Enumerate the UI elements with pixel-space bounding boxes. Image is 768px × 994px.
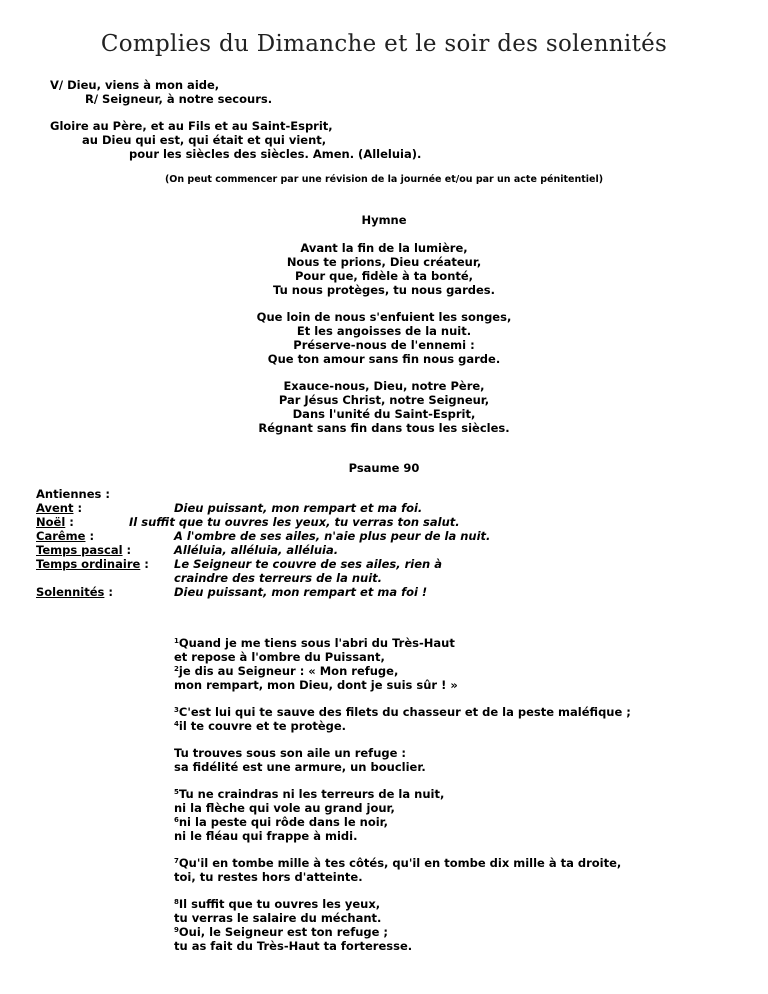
psalm-heading: Psaume 90 xyxy=(348,461,420,475)
antiphon-season-label: Temps ordinaire : xyxy=(36,557,149,571)
verse-number: 3 xyxy=(174,706,179,714)
hymn-heading: Hymne xyxy=(361,213,407,227)
page-title: Complies du Dimanche et le soir des solennités xyxy=(100,31,668,57)
verse-line: mon rempart, mon Dieu, dont je suis sûr ! » xyxy=(174,678,458,692)
verse-line: $^4$il te couvre et te protège. xyxy=(174,719,347,733)
hymn-line: Avant la fin de la lumière, xyxy=(300,241,468,255)
hymn-line: Nous te prions, Dieu créateur, xyxy=(286,255,482,269)
antiphon-season-label: Solennités : xyxy=(36,585,113,599)
hymn-line: Et les angoisses de la nuit. xyxy=(296,324,472,338)
verse-line: Tu trouves sous son aile un refuge : xyxy=(174,746,407,760)
hymn-line: Par Jésus Christ, notre Seigneur, xyxy=(278,393,490,407)
hymn-line: Que ton amour sans fin nous garde. xyxy=(267,352,501,366)
antiphon-season-label: Noël : xyxy=(36,515,74,529)
antiphons-label: Antiennes : xyxy=(36,487,110,501)
verse-number: 9 xyxy=(174,926,179,934)
verse-line: toi, tu restes hors d'atteinte. xyxy=(174,870,363,884)
hymn-line: Exauce-nous, Dieu, notre Père, xyxy=(283,379,485,393)
hymn-line: Pour que, fidèle à ta bonté, xyxy=(294,269,474,283)
verse-line: tu as fait du Très-Haut ta forteresse. xyxy=(174,939,413,953)
doxology-line: pour les siècles des siècles. Amen. (Alleluia). xyxy=(129,147,422,161)
verse-number: 4 xyxy=(174,720,179,728)
verse-line: ni la flèche qui vole au grand jour, xyxy=(174,801,395,815)
verse-line: $^2$je dis au Seigneur : « Mon refuge, xyxy=(174,664,399,678)
rubric-note: (On peut commencer par une révision de la journée et/ou par un acte pénitentiel) xyxy=(164,174,604,185)
verse-line: $^8$Il suffit que tu ouvres les yeux, xyxy=(174,897,381,911)
antiphon-text: craindre des terreurs de la nuit. xyxy=(174,571,383,585)
hymn-line: Régnant sans fin dans tous les siècles. xyxy=(258,421,510,435)
verse-line: $^7$Qu'il en tombe mille à tes côtés, qu'il en tombe dix mille à ta droite, xyxy=(174,856,622,870)
verse-number: 5 xyxy=(174,788,179,796)
doxology-line: au Dieu qui est, qui était et qui vient, xyxy=(82,133,327,147)
verse-number: 1 xyxy=(174,637,179,645)
verse-number: 6 xyxy=(174,816,179,824)
hymn-line: Préserve-nous de l'ennemi : xyxy=(293,338,475,352)
hymn-line: Tu nous protèges, tu nous gardes. xyxy=(273,283,495,297)
verse-line: ni le fléau qui frappe à midi. xyxy=(174,829,358,843)
verse-line: et repose à l'ombre du Puissant, xyxy=(174,650,385,664)
verse-line: tu verras le salaire du méchant. xyxy=(174,911,382,925)
verse-number: 8 xyxy=(174,898,179,906)
antiphon-text: Il suffit que tu ouvres les yeux, tu verras ton salut. xyxy=(129,515,460,529)
verse-line: $^3$C'est lui qui te sauve des filets du chasseur et de la peste maléfique ; xyxy=(174,705,631,719)
verse-line: $^5$Tu ne craindras ni les terreurs de la nuit, xyxy=(174,787,445,801)
hymn-line: Que loin de nous s'enfuient les songes, xyxy=(256,310,512,324)
antiphon-text: Le Seigneur te couvre de ses ailes, rien à xyxy=(174,557,442,571)
antiphon-season-label: Temps pascal : xyxy=(36,543,132,557)
antiphon-text: Dieu puissant, mon rempart et ma foi. xyxy=(174,501,423,515)
doxology-line: Gloire au Père, et au Fils et au Saint-Esprit, xyxy=(50,119,333,133)
verse-number: 2 xyxy=(174,665,179,673)
antiphon-season-label: Avent : xyxy=(36,501,83,515)
antiphon-text: Alléluia, alléluia, alléluia. xyxy=(174,543,339,557)
hymn-line: Dans l'unité du Saint-Esprit, xyxy=(292,407,476,421)
response: R/ Seigneur, à notre secours. xyxy=(85,92,273,106)
verse-number: 7 xyxy=(174,857,179,865)
verse-line: $^9$Oui, le Seigneur est ton refuge ; xyxy=(174,925,389,939)
antiphon-season-label: Carême : xyxy=(36,529,95,543)
verse-line: sa fidélité est une armure, un bouclier. xyxy=(174,760,426,774)
antiphon-text: A l'ombre de ses ailes, n'aie plus peur de la nuit. xyxy=(174,529,491,543)
antiphon-text: Dieu puissant, mon rempart et ma foi ! xyxy=(174,585,428,599)
versicle: V/ Dieu, viens à mon aide, xyxy=(50,78,220,92)
verse-line: $^1$Quand je me tiens sous l'abri du Très-Haut xyxy=(174,636,455,650)
verse-line: $^6$ni la peste qui rôde dans le noir, xyxy=(174,815,389,829)
